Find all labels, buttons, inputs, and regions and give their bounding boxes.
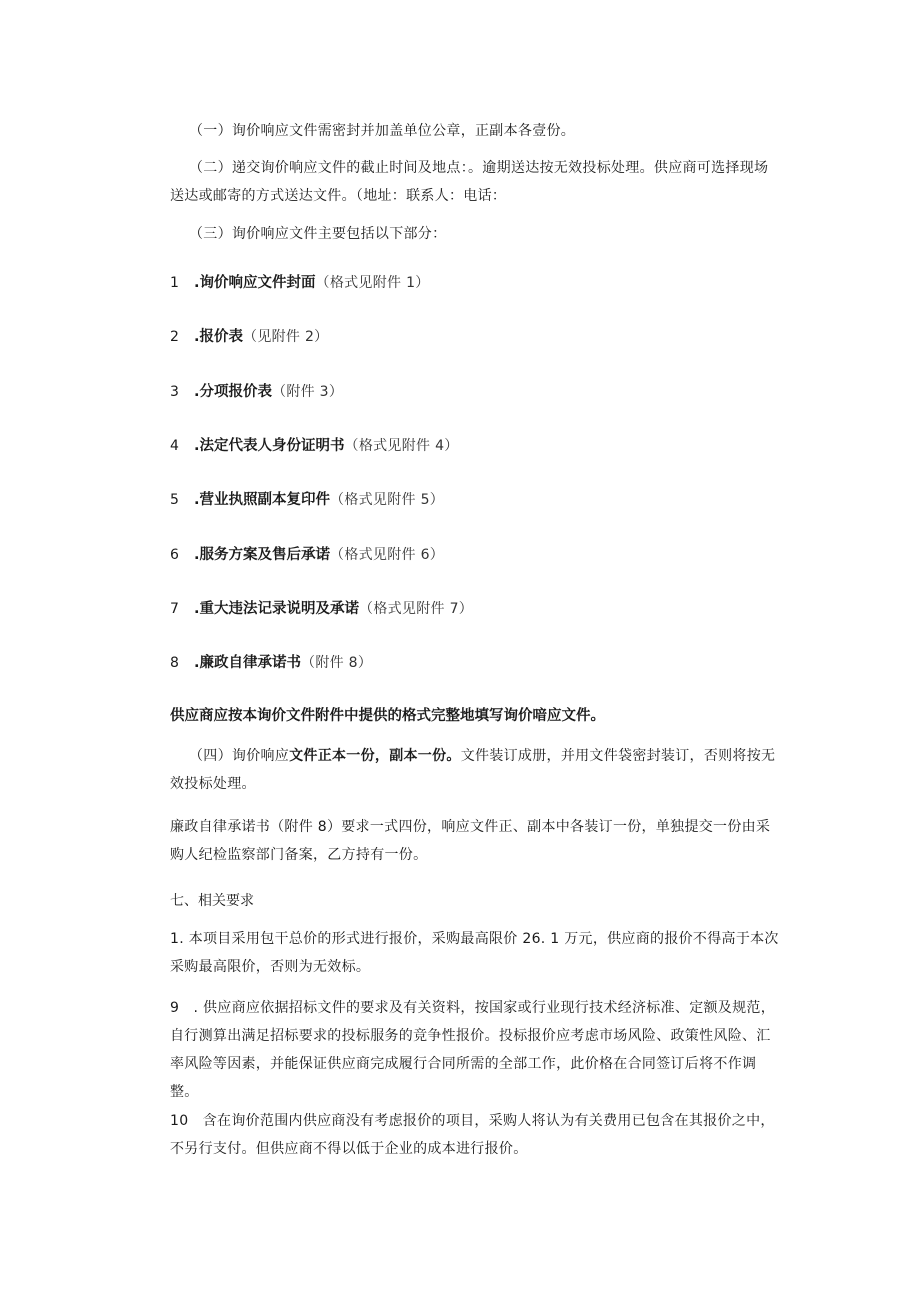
list-item-note: （格式见附件 7） [359,601,474,617]
paragraph-contents-intro: （三）询价响应文件主要包括以下部分： [189,226,447,242]
list-item-note: （格式见附件 6） [330,547,445,563]
list-item-number: 3 [170,384,179,400]
list-item-note: （附件 3） [272,384,344,400]
list-item-6 [170,545,444,565]
list-item-title: .服务方案及售后承诺 [194,547,331,563]
section-heading: 七、相关要求 [170,893,254,909]
list-item-note: （格式见附件 5） [330,492,445,508]
list-item-title: .法定代表人身份证明书 [194,438,345,454]
requirement-1: 1. 本项目采用包干总价的形式进行报价，采购最高限价 26. 1 万元，供应商的报价不得高于本次采购最高限价，否则为无效标。 [170,931,779,975]
list-item-number: 5 [170,492,179,508]
list-item-note: （格式见附件 1） [315,275,430,291]
list-item-note: （格式见附件 4） [344,438,459,454]
list-item-8 [170,653,372,673]
list-item-number: 4 [170,438,179,454]
list-item-title: .廉政自律承诺书 [194,655,302,671]
list-item-note: （见附件 2） [243,329,329,345]
list-item-number: 1 [170,275,179,291]
list-item-title: .报价表 [194,329,244,345]
paragraph-copies-bold: 文件正本一份，副本一份。 [289,748,461,764]
list-item-7 [170,599,473,619]
paragraph-sealing: （一）询价响应文件需密封并加盖单位公章，正副本各壹份。 [189,123,576,139]
list-item-number: 6 [170,547,179,563]
paragraph-copies [170,742,782,798]
paragraph-integrity-pledge: 廉政自律承诺书（附件 8）要求一式四份，响应文件正、副本中各装订一份，单独提交一份由采购人纪检监察部门备案，乙方持有一份。 [170,819,771,863]
list-item-4 [170,436,459,456]
fill-instruction: 供应商应按本询价文件附件中提供的格式完整地填写询价喑应文件。 [170,708,605,724]
list-item-title: .分项报价表 [194,384,273,400]
list-item-title: .营业执照副本复印件 [194,492,331,508]
list-item-1 [170,273,430,293]
requirement-10: 10 含在询价范围内供应商没有考虑报价的项目，采购人将认为有关费用已包含在其报价之中，不另行支付。但供应商不得以低于企业的成本进行报价。 [170,1113,775,1157]
list-item-5 [170,490,444,510]
paragraph-deadline: （二）递交询价响应文件的截止时间及地点：。逾期送达按无效投标处理。供应商可选择现场送达或邮寄的方式送达文件。（地址：联系人：电话： [170,160,769,204]
list-item-number: 2 [170,329,179,345]
list-item-number: 8 [170,655,179,671]
list-item-2 [170,327,328,347]
list-item-title: .重大违法记录说明及承诺 [194,601,360,617]
list-item-note: （附件 8） [301,655,373,671]
list-item-title: .询价响应文件封面 [194,275,316,291]
list-item-3 [170,382,343,402]
list-item-number: 7 [170,601,179,617]
paragraph-copies-lead: （四）询价响应 [189,748,290,764]
paragraph-copies-rest: 文件装订成册，并用文件袋密封装订，否则将按无效投标处理。 [170,748,776,792]
requirement-9: 9 . 供应商应依据招标文件的要求及有关资料，按国家或行业现行技术经济标准、定额及规范，自行测算出满足招标要求的投标服务的竞争性报价。投标报价应考虑市场风险、政策性风险、汇率风险等因素，并能保证供应商完成履行合同所需的全部工作，此价格在合同签订后将不作调整。 [170,1000,776,1100]
